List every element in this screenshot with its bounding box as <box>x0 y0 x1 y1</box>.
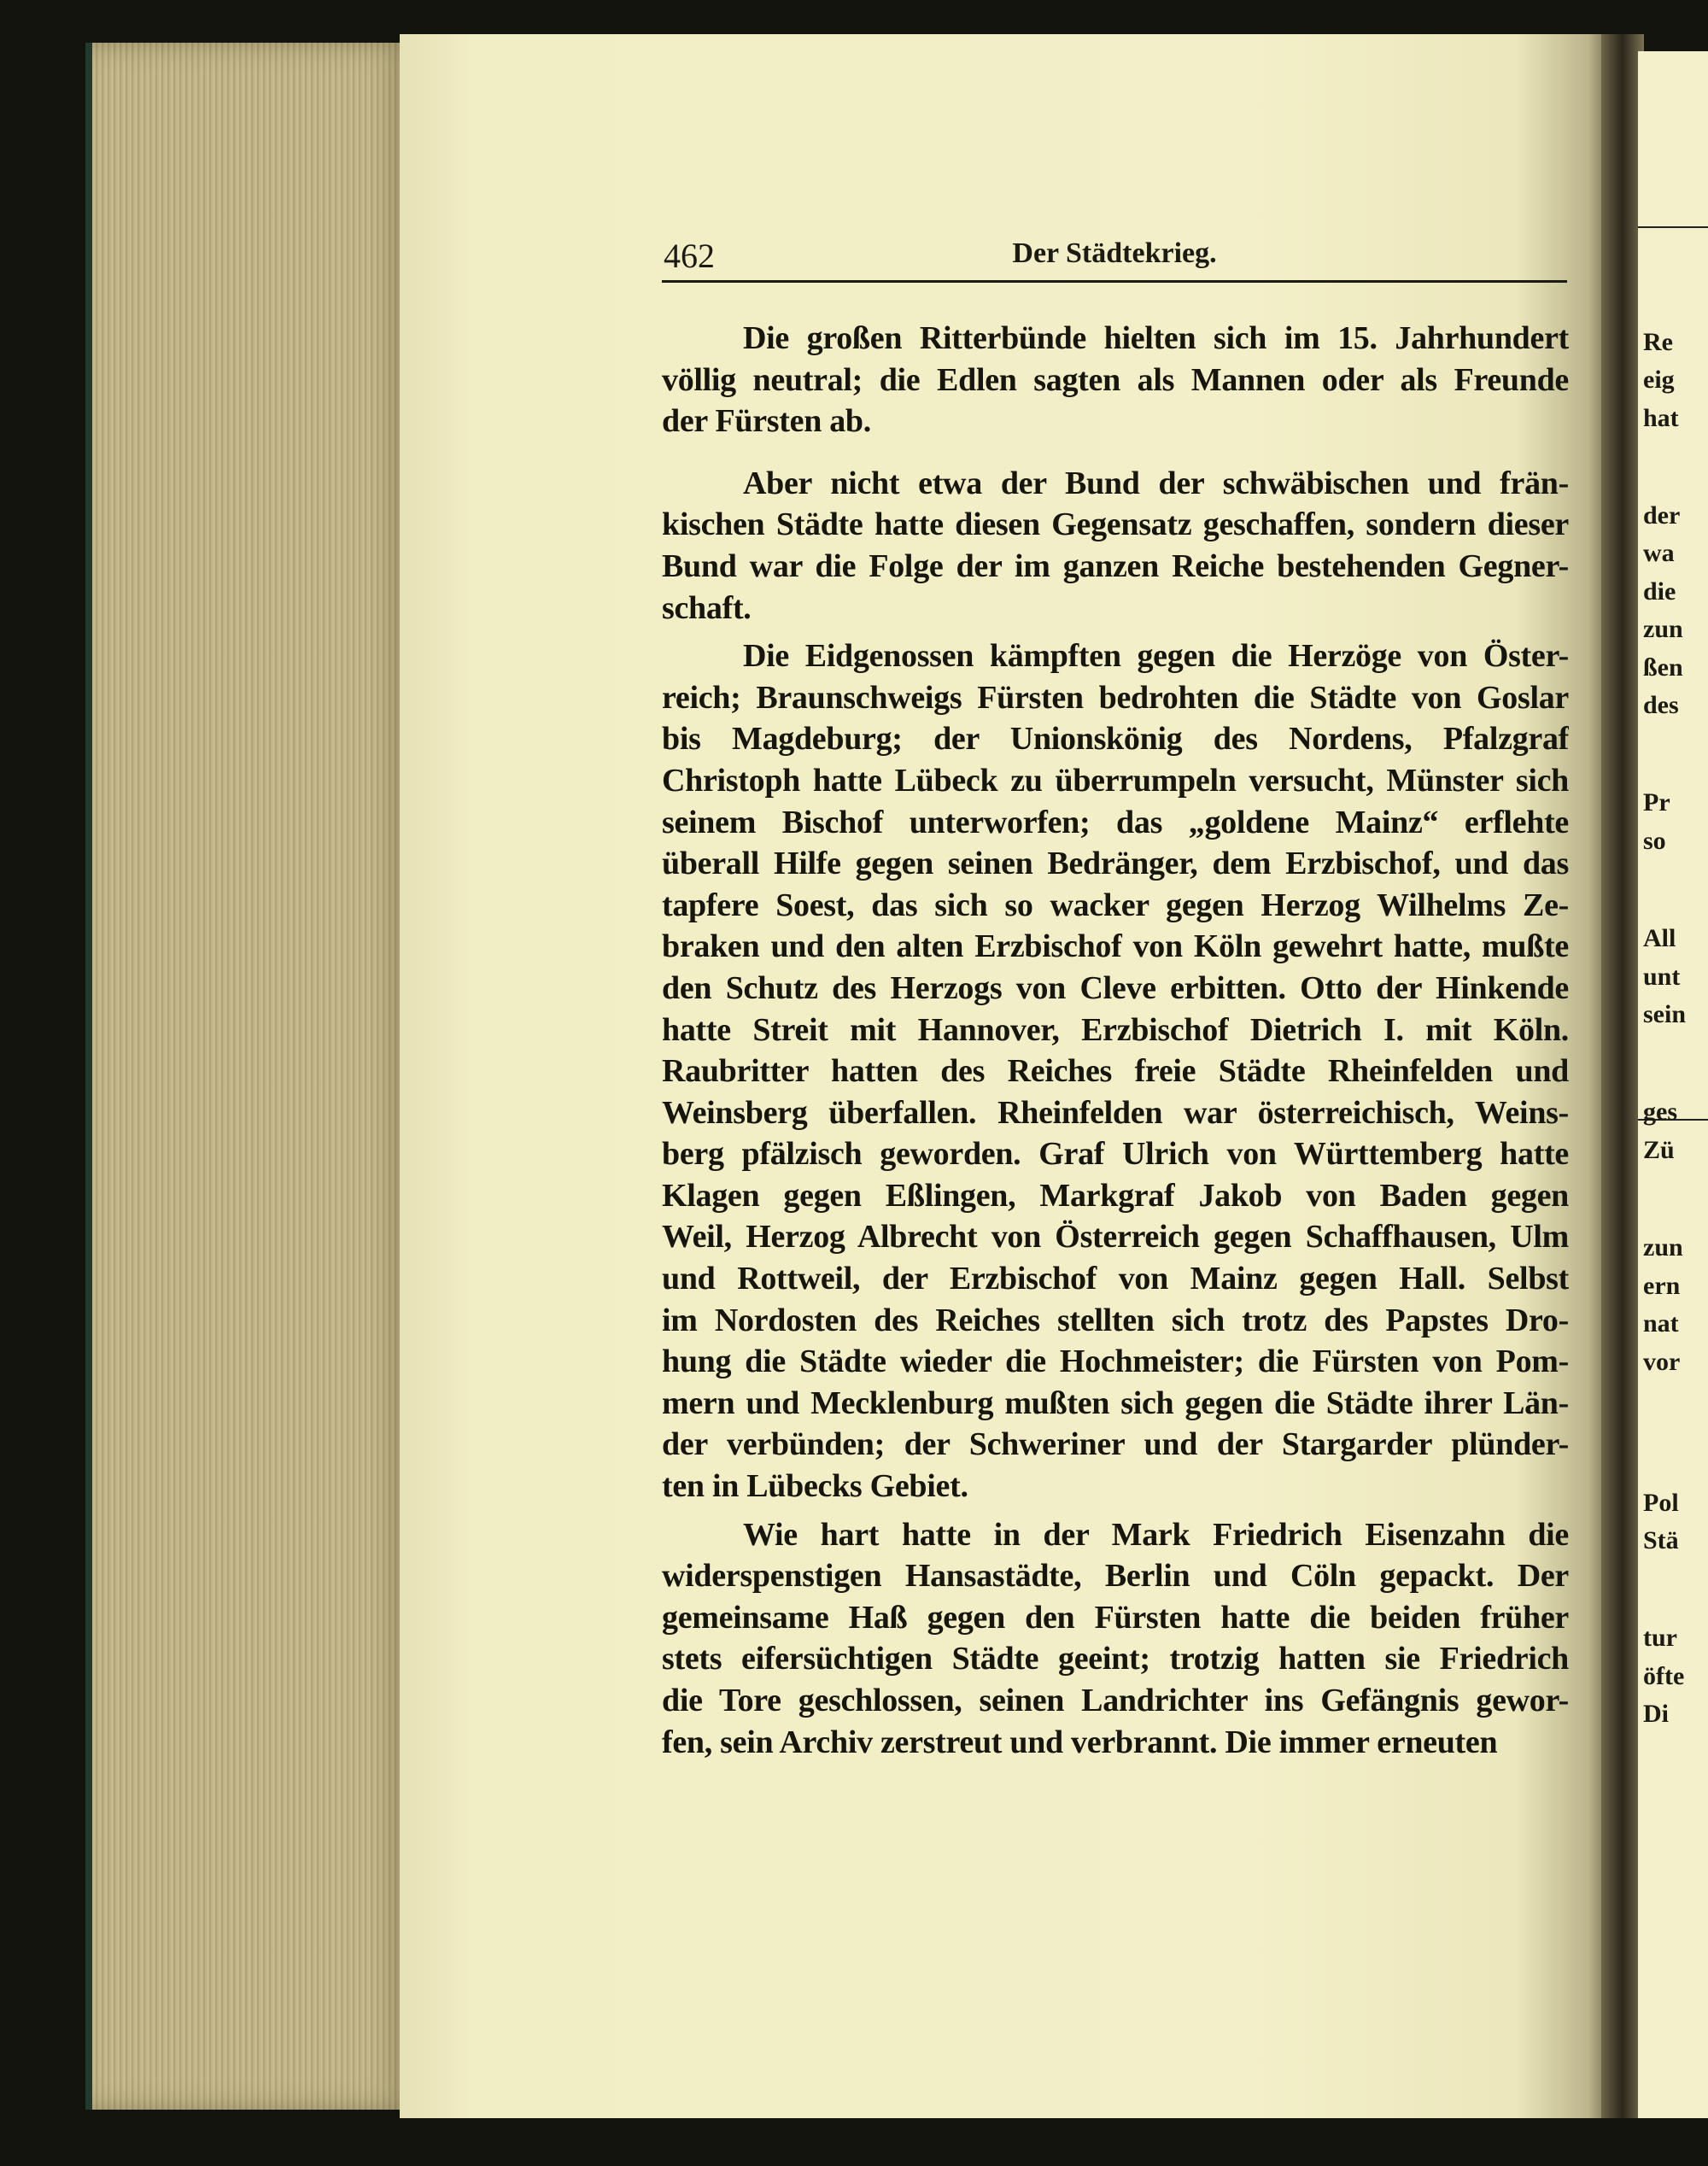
facing-page-text-fragment: hat <box>1643 403 1679 432</box>
text-line: Aber nicht etwa der Bund der schwäbischen und frän- <box>743 465 1569 501</box>
facing-page-text-fragment: Di <box>1643 1700 1669 1729</box>
text-line: Klagen gegen Eßlingen, Markgraf Jakob von Baden gegen <box>662 1177 1569 1214</box>
text-line: fen, sein Archiv zerstreut und verbrannt. Die immer erneuten <box>662 1724 1498 1760</box>
facing-page-fragment <box>1638 51 1708 2118</box>
facing-page-text-fragment: vor <box>1643 1347 1681 1376</box>
text-line: Die Eidgenossen kämpften gegen die Herzöge von Öster- <box>743 638 1569 675</box>
text-line: Weil, Herzog Albrecht von Österreich gegen Schaffhausen, Ulm <box>662 1219 1569 1256</box>
facing-page-text-fragment: der <box>1643 501 1681 530</box>
facing-page-text-fragment: zun <box>1643 615 1683 644</box>
text-line: ten in Lübecks Gebiet. <box>662 1468 968 1505</box>
facing-page-text-fragment: sein <box>1643 1000 1687 1029</box>
facing-page-text-fragment: zun <box>1643 1233 1683 1262</box>
text-line: Raubritter hatten des Reiches freie Städte Rheinfelden und <box>662 1053 1569 1090</box>
facing-page-text-fragment: die <box>1643 577 1676 606</box>
facing-page-text-fragment: nat <box>1643 1309 1679 1338</box>
text-line: die Tore geschlossen, seinen Landrichter ins Gefängnis gewor- <box>662 1683 1569 1718</box>
facing-page-text-fragment: tur <box>1643 1624 1677 1653</box>
facing-page-text-fragment: eig <box>1643 366 1675 395</box>
paragraph <box>662 1514 1569 1764</box>
text-line: völlig neutral; die Edlen sagten als Mannen oder als Freunde <box>662 361 1569 398</box>
facing-page-text-fragment: des <box>1643 691 1679 720</box>
text-line: widerspenstigen Hansastädte, Berlin und Cöln gepackt. Der <box>662 1558 1569 1595</box>
text-line: seinem Bischof unterworfen; das „goldene Mainz“ erflehte <box>662 804 1569 840</box>
text-line: Christoph hatte Lübeck zu überrumpeln versucht, Münster sich <box>662 762 1569 799</box>
text-line: der verbünden; der Schweriner und der Stargarder plünder- <box>662 1426 1569 1463</box>
facing-page-text-fragment: öfte <box>1643 1661 1685 1690</box>
text-line: Wie hart hatte in der Mark Friedrich Eisenzahn die <box>743 1516 1569 1553</box>
text-line: mern und Mecklenburg mußten sich gegen die Städte ihrer Län- <box>662 1384 1569 1421</box>
body-text <box>662 318 1569 1770</box>
text-line: schaft. <box>662 589 752 626</box>
text-line: bis Magdeburg; der Unionskönig des Nordens, Pfalzgraf <box>662 721 1569 758</box>
facing-page-text-fragment: All <box>1643 924 1676 953</box>
text-line: Die großen Ritterbünde hielten sich im 15. Jahrhundert <box>743 320 1569 356</box>
running-title: Der Städtekrieg. <box>1012 237 1217 269</box>
text-line: den Schutz des Herzogs von Cleve erbitten. Otto der Hinkende <box>662 969 1569 1006</box>
text-line: stets eifersüchtigen Städte geeint; trotzig hatten sie Friedrich <box>662 1641 1569 1677</box>
paragraph <box>662 318 1569 442</box>
text-line: der Fürsten ab. <box>662 403 871 440</box>
paragraph <box>662 463 1569 629</box>
facing-page-text-fragment: unt <box>1643 962 1681 991</box>
page-number: 462 <box>664 237 715 275</box>
text-line: überall Hilfe gegen seinen Bedränger, dem Erzbischof, und das <box>662 846 1569 882</box>
facing-page-text-fragment: ges <box>1643 1098 1677 1127</box>
facing-page-rule <box>1638 226 1708 228</box>
text-line: tapfere Soest, das sich so wacker gegen Herzog Wilhelms Ze- <box>662 887 1569 923</box>
text-line: hung die Städte wieder die Hochmeister; die Fürsten von Pom- <box>662 1344 1569 1380</box>
text-line: und Rottweil, der Erzbischof von Mainz gegen Hall. Selbst <box>662 1261 1569 1297</box>
paragraph <box>662 635 1569 1507</box>
facing-page-text-fragment: Pol <box>1643 1488 1679 1517</box>
facing-page-text-fragment: ßen <box>1643 653 1683 682</box>
facing-page-text-fragment: Pr <box>1643 788 1670 817</box>
text-line: kischen Städte hatte diesen Gegensatz geschaffen, sondern dieser <box>662 506 1569 543</box>
page-header <box>662 236 1567 283</box>
text-line: berg pfälzisch geworden. Graf Ulrich von Württemberg hatte <box>662 1136 1569 1173</box>
facing-page-text-fragment: wa <box>1643 539 1675 568</box>
book-page-edges <box>85 43 412 2110</box>
text-line: gemeinsame Haß gegen den Fürsten hatte die beiden früher <box>662 1599 1569 1636</box>
text-line: reich; Braunschweigs Fürsten bedrohten die Städte von Goslar <box>662 679 1569 716</box>
facing-page-text-fragment: ern <box>1643 1271 1681 1300</box>
facing-page-text-fragment: Re <box>1643 327 1673 356</box>
text-line: hatte Streit mit Hannover, Erzbischof Dietrich I. mit Köln. <box>662 1011 1569 1048</box>
facing-page-text-fragment: Stä <box>1643 1526 1679 1555</box>
facing-page-text-fragment: so <box>1643 826 1666 855</box>
text-line: im Nordosten des Reiches stellten sich trotz des Papstes Dro- <box>662 1302 1569 1338</box>
facing-page-text-fragment: Zü <box>1643 1135 1675 1164</box>
text-line: Weinsberg überfallen. Rheinfelden war österreichisch, Weins- <box>662 1094 1569 1131</box>
text-line: Bund war die Folge der im ganzen Reiche bestehenden Gegner- <box>662 547 1569 584</box>
text-line: braken und den alten Erzbischof von Köln gewehrt hatte, mußte <box>662 928 1569 965</box>
